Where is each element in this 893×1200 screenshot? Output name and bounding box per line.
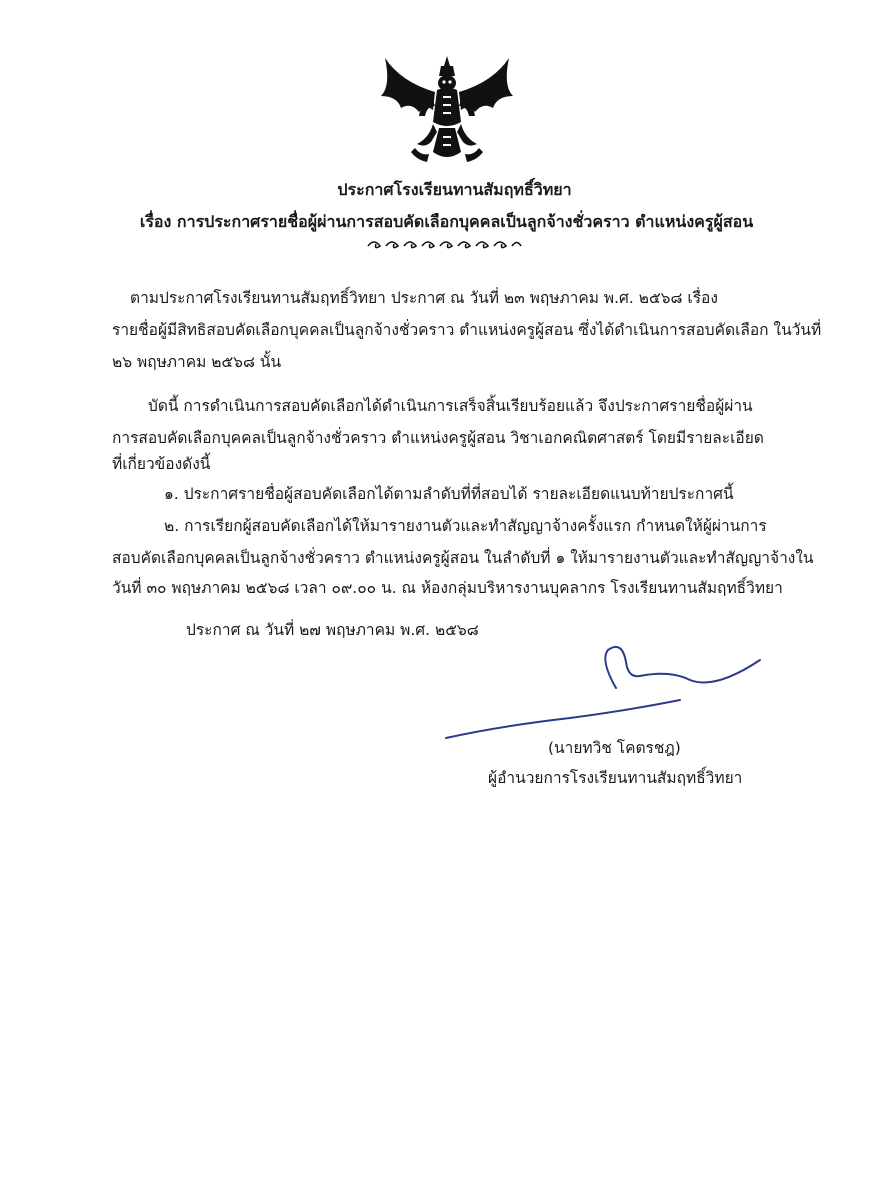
announcement-heading: ประกาศโรงเรียนทานสัมฤทธิ์วิทยา	[337, 180, 572, 199]
paragraph-1-line-1: ตามประกาศโรงเรียนทานสัมฤทธิ์วิทยา ประกาศ ณ วันที่ ๒๓ พฤษภาคม พ.ศ. ๒๕๖๘ เรื่อง	[130, 289, 718, 307]
paragraph-2-line-2: การสอบคัดเลือกบุคคลเป็นลูกจ้างชั่วคราว ตำแหน่งครูผู้สอน วิชาเอกคณิตศาสตร์ โดยมีรายละเอียด	[112, 429, 764, 447]
list-item-2-line-3: วันที่ ๓๐ พฤษภาคม ๒๕๖๘ เวลา ๐๙.๐๐ น. ณ ห้องกลุ่มบริหารงานบุคลากร โรงเรียนทานสัมฤทธิ์วิทยา	[112, 579, 783, 597]
paragraph-2-line-3: ที่เกี่ยวข้องดังนี้	[112, 455, 211, 473]
signer-title: ผู้อำนวยการโรงเรียนทานสัมฤทธิ์วิทยา	[488, 769, 743, 787]
announcement-subject: เรื่อง การประกาศรายชื่อผู้ผ่านการสอบคัดเลือกบุคคลเป็นลูกจ้างชั่วคราว ตำแหน่งครูผู้สอน	[139, 212, 754, 231]
announcement-date: ประกาศ ณ วันที่ ๒๗ พฤษภาคม พ.ศ. ๒๕๖๘	[186, 621, 479, 639]
signer-name: (นายทวิช โคตรชฎ)	[548, 739, 681, 757]
paragraph-1-line-2: รายชื่อผู้มีสิทธิสอบคัดเลือกบุคคลเป็นลูกจ้างชั่วคราว ตำแหน่งครูผู้สอน ซึ่งได้ดำเนินการสอบคัดเลือก ในวันที่	[112, 321, 822, 339]
ornament-divider-icon	[364, 238, 524, 252]
list-item-2-line-1: ๒. การเรียกผู้สอบคัดเลือกได้ให้มารายงานตัวและทำสัญญาจ้างครั้งแรก กำหนดให้ผู้ผ่านการ	[164, 517, 767, 535]
list-item-2-line-2: สอบคัดเลือกบุคคลเป็นลูกจ้างชั่วคราว ตำแหน่งครูผู้สอน ในลำดับที่ ๑ ให้มารายงานตัวและทำสัญญาจ้างใน	[112, 549, 814, 567]
garuda-emblem-icon	[371, 52, 523, 172]
list-item-1: ๑. ประกาศรายชื่อผู้สอบคัดเลือกได้ตามลำดับที่ที่สอบได้ รายละเอียดแนบท้ายประกาศนี้	[164, 485, 734, 503]
paragraph-2-line-1: บัดนี้ การดำเนินการสอบคัดเลือกได้ดำเนินการเสร็จสิ้นเรียบร้อยแล้ว จึงประกาศรายชื่อผู้ผ่าน	[148, 397, 753, 415]
paragraph-1-line-3: ๒๖ พฤษภาคม ๒๕๖๘ นั้น	[112, 353, 282, 371]
